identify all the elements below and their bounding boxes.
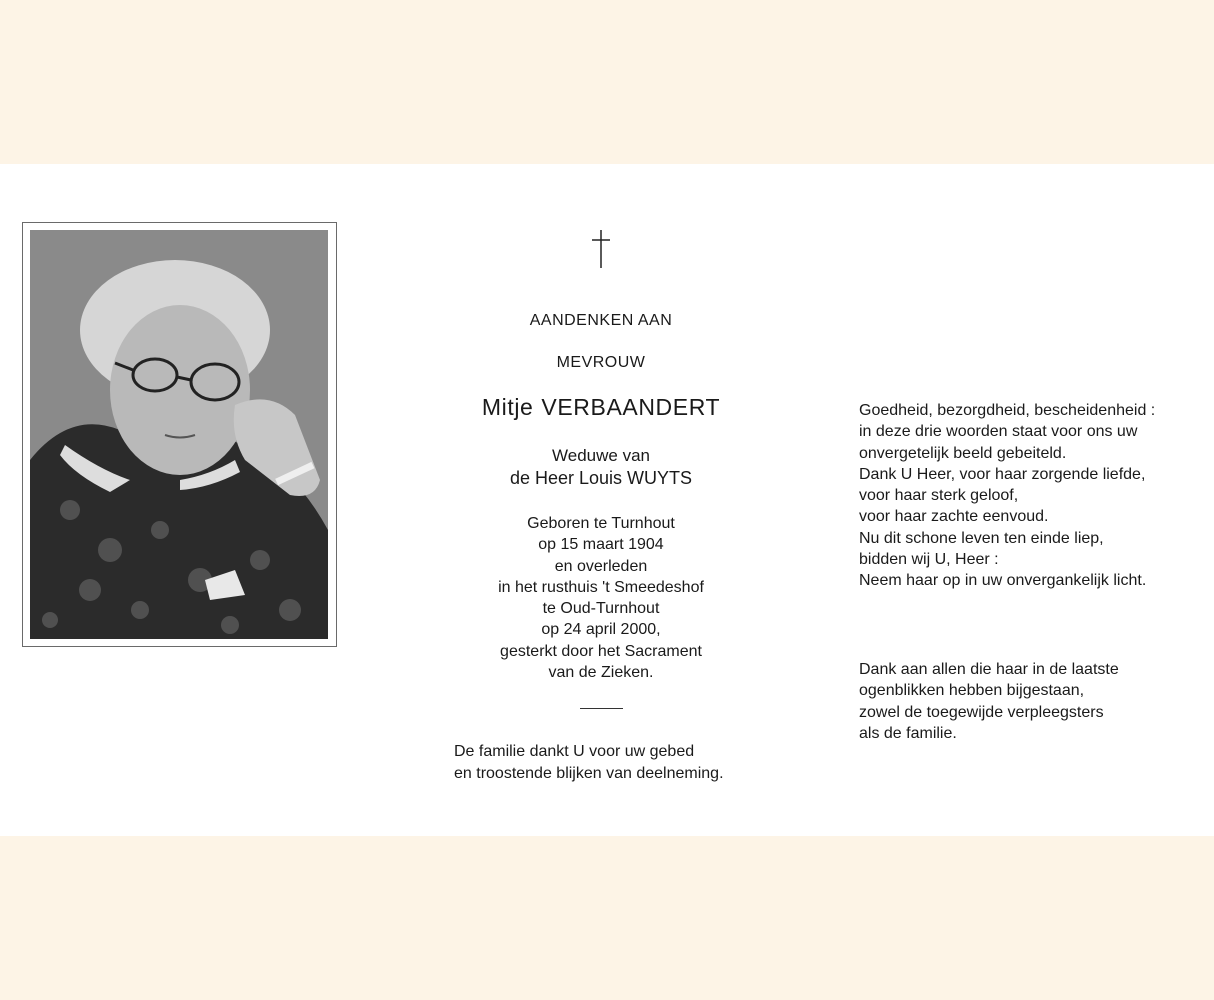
widow-line: Weduwe van <box>552 446 650 465</box>
memorial-card <box>0 164 1214 836</box>
bio-line: gesterkt door het Sacrament <box>500 642 702 660</box>
closing-line: als de familie. <box>859 724 957 742</box>
family-thanks <box>454 741 724 784</box>
closing-line: Dank aan allen die haar in de laatste <box>859 661 1119 678</box>
poem-line: Dank U Heer, voor haar zorgende liefde, <box>859 465 1146 483</box>
biography <box>420 513 782 683</box>
poem-line: Goedheid, bezorgdheid, bescheidenheid : <box>859 402 1156 419</box>
husband-name: de Heer Louis WUYTS <box>509 468 693 488</box>
poem-line: Nu dit schone leven ten einde liep, <box>859 529 1104 547</box>
closing-line: ogenblikken hebben bijgestaan, <box>859 682 1085 700</box>
first-name: Mitje <box>481 394 534 420</box>
bio-line: van de Zieken. <box>548 664 654 682</box>
poem-line: voor haar zachte eenvoud. <box>859 508 1049 526</box>
bio-line: en overleden <box>554 557 648 575</box>
title: MEVROUW <box>556 354 646 371</box>
divider <box>580 708 623 709</box>
bio-line: op 24 april 2000, <box>541 621 661 639</box>
closing-line: zowel de toegewijde verpleegsters <box>859 703 1104 721</box>
deceased-name <box>420 394 782 421</box>
thanks-line: De familie dankt U voor uw gebed <box>454 743 695 760</box>
bio-line: Geboren te Turnhout <box>527 515 675 532</box>
bio-line: op 15 maart 1904 <box>538 536 664 554</box>
portrait-photo <box>30 230 328 639</box>
last-name: VERBAANDERT <box>541 394 721 420</box>
thanks-line: en troostende blijken van deelneming. <box>454 764 724 782</box>
poem-line: in deze drie woorden staat voor ons uw <box>859 423 1138 441</box>
poem-line: voor haar sterk geloof, <box>859 487 1019 505</box>
poem-line: bidden wij U, Heer : <box>859 551 999 569</box>
bio-line: te Oud-Turnhout <box>542 600 660 618</box>
heading: AANDENKEN AAN <box>529 312 673 329</box>
poem <box>859 400 1155 592</box>
poem-line: Neem haar op in uw onvergankelijk licht. <box>859 572 1147 590</box>
closing-thanks <box>859 659 1119 744</box>
portrait-frame <box>22 222 337 647</box>
bio-line: in het rusthuis 't Smeedeshof <box>498 578 704 596</box>
poem-line: onvergetelijk beeld gebeiteld. <box>859 444 1067 462</box>
cross-icon <box>590 230 612 268</box>
